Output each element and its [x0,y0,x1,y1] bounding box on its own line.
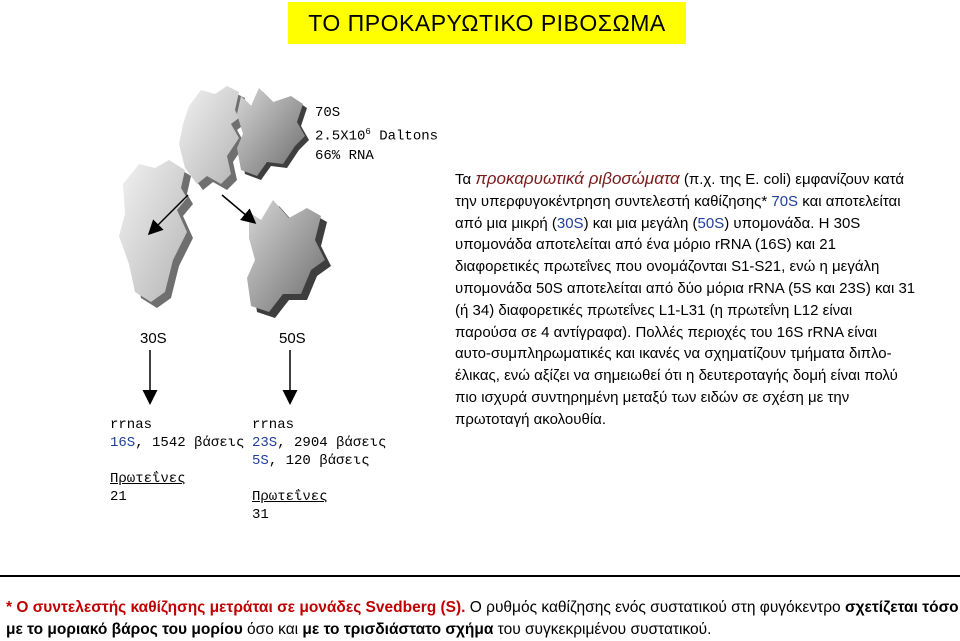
footer-note [0,575,960,639]
right-rrna-23s: 23S, 2904 βάσεις [252,435,387,451]
prokaryotic-ribosomes-highlight: προκαρυωτικά ριβοσώματα [475,169,680,188]
ribosome-50s-subunit [247,200,331,318]
left-proteins-count: 21 [110,489,127,505]
right-proteins-title: Πρωτεΐνες [252,489,328,505]
page-title: ΤΟ ΠΡΟΚΑΡΥΩΤΙΚΟ ΡΙΒΟΣΩΜΑ [288,2,686,44]
footer-definition: * Ο συντελεστής καθίζησης μετράται σε μονάδες Svedberg (S). [6,599,466,616]
left-rrnas-block [110,416,244,452]
left-rrnas-title: rrnas [110,417,153,433]
right-rrnas-title: rrnas [252,417,295,433]
right-proteins-block [252,488,328,524]
label-30s: 30S [140,330,167,347]
ribosome-70s-small-part [179,86,245,190]
description-paragraph: Τα προκαρυωτικά ριβοσώματα (π.χ. της E. coli) εμφανίζουν κατά την υπερφυγοκέντρηση συντελεστή καθίζησης* 70S και αποτελείται από μια μικρή (30S) και μια μεγάλη (50S) υπομονάδα. Η 30S υπομονάδα αποτελείται από ένα μόριο rRNA (16S) και 21 διαφορετικές πρωτεΐνες που ονομάζονται S1-S21, ενώ η μεγάλη υπομονάδα 50S αποτελείται από δύο μόρια rRNA (5S και 23S) και 31 (ή 34) διαφορετικές πρωτεΐνες L1-L31 (η πρωτεΐνη L12 είναι παρούσα σε 4 αντίγραφα). Πολλές περιοχές του 16S rRNA είναι αυτο-συμπληρωματικές και ικανές να σχηματίζουν τμήματα διπλο-έλικας, ενώ αξίζει να σημειωθεί ότι η δευτεροταγής δομή είναι πολύ πιο ισχυρά συντηρημένη μεταξύ των ειδών σε σχέση με την πρωτοταγή ακολουθία. [455,169,916,428]
label-50s: 50S [279,330,306,347]
left-proteins-block [110,470,186,506]
footer-text: * Ο συντελεστής καθίζησης μετράται σε μονάδες Svedberg (S). Ο ρυθμός καθίζησης ενός συστατικού στη φυγόκεντρο σχετίζεται τόσο με το μοριακό βάρος του μορίου όσο και με το τρισδιάστατο σχήμα του συγκεκριμένου συστατικού. [6,599,959,638]
ribosome-70s-large-part [237,88,309,180]
ribosome-30s-subunit [119,160,193,308]
right-proteins-count: 31 [252,507,269,523]
right-rrna-5s: 5S, 120 βάσεις [252,453,370,469]
left-proteins-title: Πρωτεΐνες [110,471,186,487]
paragraph-subunit-details: Η 30S υπομονάδα αποτελείται από ένα μόριο rRNA (16S) και 21 διαφορετικές πρωτεΐνες που ονομάζονται S1-S21, ενώ η μεγάλη υπομονάδα 50S αποτελείται από δύο μόρια rRNA (5S και 23S) και 31 (ή 34) διαφορετικές πρωτεΐνες L1-L31 (η πρωτεΐνη L12 είναι παρούσα σε 4 αντίγραφα). Πολλές περιοχές του 16S rRNA είναι αυτο-συμπληρωματικές και ικανές να σχηματίζουν τμήματα διπλο-έλικας, ενώ αξίζει να σημειωθεί ότι η δευτεροταγής δομή είναι πολύ πιο ισχυρά συντηρημένη μεταξύ των ειδών σε σχέση με την πρωτοταγή ακολουθία. [455,214,916,428]
info-70s-mass: $2.5X10^6$ Daltons [315,127,439,145]
info-70s-rna: 66% RNA [315,147,374,164]
info-70s [315,104,438,166]
right-rrnas-block [252,416,386,470]
info-70s-label: 70S [315,105,341,121]
left-rrna-16s: 16S, 1542 βάσεις [110,435,245,451]
